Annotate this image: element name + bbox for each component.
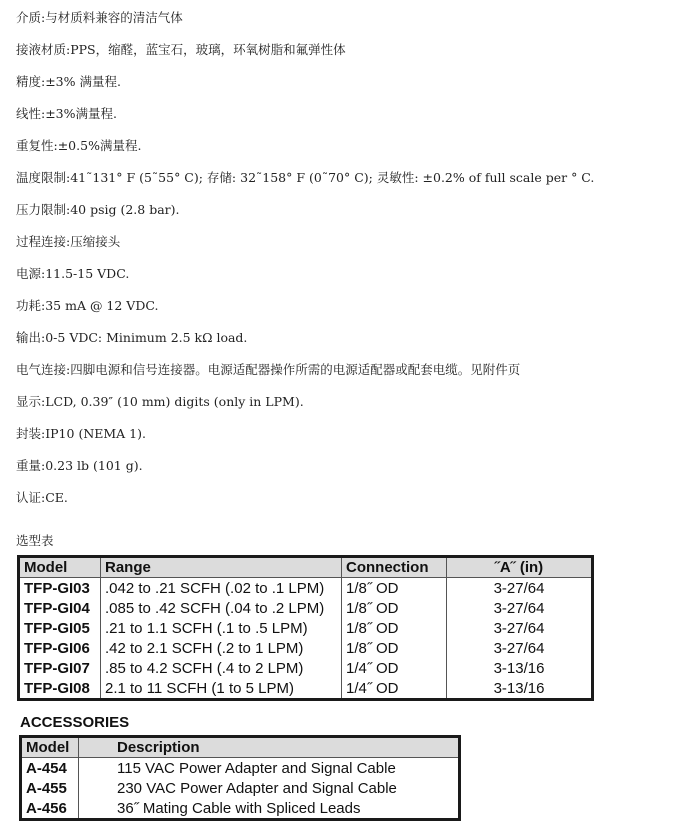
cell-connection: 1/8˝ OD (342, 578, 447, 599)
header-connection: Connection (342, 557, 447, 578)
cell-range: .85 to 4.2 SCFH (.4 to 2 LPM) (101, 658, 342, 678)
cell-dimension-a: 3-13/16 (493, 659, 545, 677)
cell-connection: 1/8˝ OD (342, 638, 447, 658)
cell-model: A-455 (21, 778, 79, 798)
spec-accuracy: 精度:±3% 满量程. (16, 74, 121, 89)
selection-caption: 选型表 (16, 533, 54, 548)
spec-temperature: 温度限制:41˜131° F (5˜55° C); 存储: 32˜158° F (0˜70° C); 灵敏性: ±0.2% of full scale per ° C. (16, 170, 595, 185)
accessories-title: ACCESSORIES (20, 714, 130, 731)
cell-model: TFP-GI07 (19, 658, 101, 678)
header-dimension-a: ˝A˝ (in) (447, 557, 593, 578)
accessories-table (19, 735, 461, 821)
cell-model: A-454 (21, 758, 79, 779)
spec-medium: 介质:与材质料兼容的清洁气体 (16, 10, 183, 25)
table-row (21, 758, 460, 779)
cell-dimension-a: 3-27/64 (493, 639, 545, 657)
spec-approval: 认证:CE. (16, 490, 68, 505)
header-range: Range (101, 557, 342, 578)
accessories-table-container (19, 735, 461, 821)
cell-range: 2.1 to 11 SCFH (1 to 5 LPM) (101, 678, 342, 700)
spec-enclosure: 封装:IP10 (NEMA 1). (16, 426, 146, 441)
model-table-container (17, 555, 594, 701)
table-row (19, 618, 593, 638)
spec-repeatability: 重复性:±0.5%满量程. (16, 138, 142, 153)
table-row (21, 798, 460, 820)
cell-range: .21 to 1.1 SCFH (.1 to .5 LPM) (101, 618, 342, 638)
spec-pressure: 压力限制:40 psig (2.8 bar). (16, 202, 180, 217)
header-model: Model (21, 737, 79, 758)
table-row (21, 778, 460, 798)
table-header-row (19, 557, 593, 578)
table-row (19, 638, 593, 658)
cell-connection: 1/8˝ OD (342, 598, 447, 618)
cell-description: 36˝ Mating Cable with Spliced Leads (117, 799, 361, 817)
cell-range: .042 to .21 SCFH (.02 to .1 LPM) (101, 578, 342, 599)
spec-weight: 重量:0.23 lb (101 g). (16, 458, 143, 473)
table-row (19, 658, 593, 678)
cell-dimension-a: 3-27/64 (493, 599, 545, 617)
spec-consumption: 功耗:35 mA @ 12 VDC. (16, 298, 159, 313)
cell-range: .42 to 2.1 SCFH (.2 to 1 LPM) (101, 638, 342, 658)
cell-model: TFP-GI03 (19, 578, 101, 599)
cell-description: 230 VAC Power Adapter and Signal Cable (117, 779, 397, 797)
cell-model: A-456 (21, 798, 79, 820)
cell-dimension-a: 3-27/64 (493, 579, 545, 597)
cell-model: TFP-GI06 (19, 638, 101, 658)
cell-connection: 1/4˝ OD (342, 658, 447, 678)
spec-power: 电源:11.5-15 VDC. (16, 266, 130, 281)
cell-dimension-a: 3-13/16 (493, 679, 545, 697)
cell-model: TFP-GI05 (19, 618, 101, 638)
table-row (19, 598, 593, 618)
model-table (17, 555, 594, 701)
cell-range: .085 to .42 SCFH (.04 to .2 LPM) (101, 598, 342, 618)
cell-model: TFP-GI08 (19, 678, 101, 700)
spec-output: 输出:0-5 VDC: Minimum 2.5 kΩ load. (16, 330, 248, 345)
table-row (19, 578, 593, 599)
spec-display: 显示:LCD, 0.39″ (10 mm) digits (only in LPM). (16, 394, 304, 409)
table-header-row (21, 737, 460, 758)
spec-electrical: 电气连接:四脚电源和信号连接器。电源适配器操作所需的电源适配器或配套电缆。见附件页 (16, 362, 521, 377)
cell-connection: 1/4˝ OD (342, 678, 447, 700)
spec-process-connection: 过程连接:压缩接头 (16, 234, 121, 249)
cell-description: 115 VAC Power Adapter and Signal Cable (117, 759, 396, 777)
header-description: Description (79, 737, 460, 758)
table-row (19, 678, 593, 700)
spec-wetted-materials: 接液材质:PPS，缩醛，蓝宝石，玻璃，环氧树脂和氟弹性体 (16, 42, 346, 57)
cell-model: TFP-GI04 (19, 598, 101, 618)
spec-linearity: 线性:±3%满量程. (16, 106, 117, 121)
header-model: Model (19, 557, 101, 578)
cell-dimension-a: 3-27/64 (493, 619, 545, 637)
cell-connection: 1/8˝ OD (342, 618, 447, 638)
